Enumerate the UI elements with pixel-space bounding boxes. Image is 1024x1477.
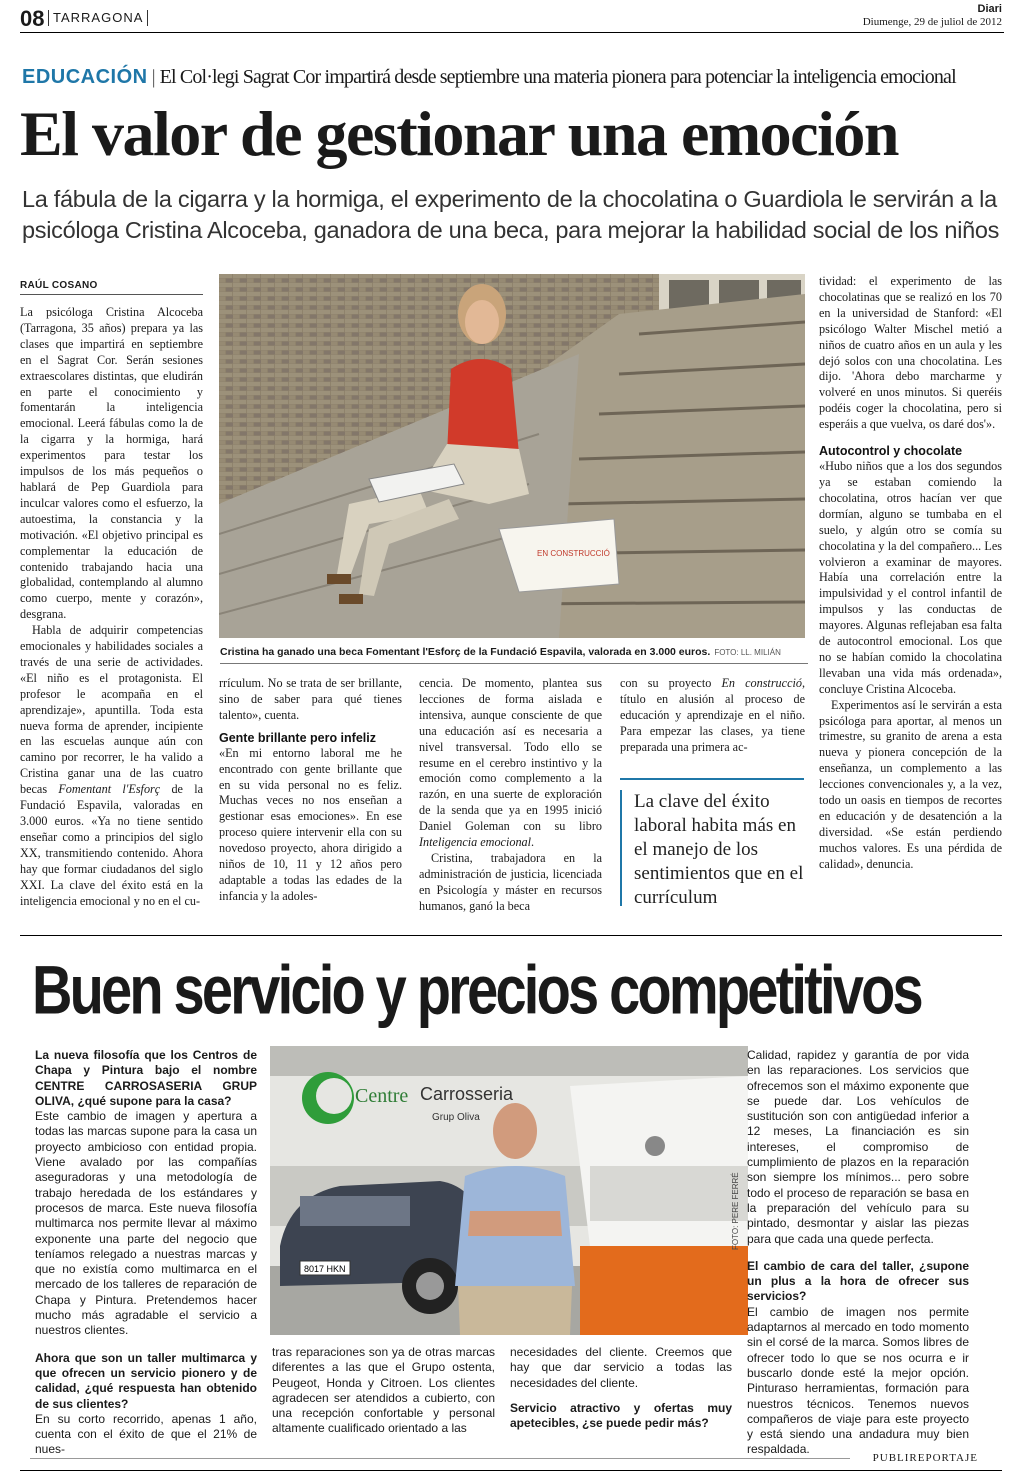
article-column-2 [219,676,402,905]
article-column-5 [819,274,1002,873]
ad-column-1 [35,1048,257,1458]
sign-carrosseria: Carrosseria [420,1084,514,1104]
section-subhead: Autocontrol y chocolate [819,444,963,459]
photo-credit: FOTO: LL. MILIÁN [714,648,781,657]
article-column-1 [20,305,203,908]
ad-question: El cambio de cara del taller, ¿supone un plus a la hora de ofrecer sus servicios? [747,1258,969,1304]
publireportaje-label: PUBLIREPORTAJE [872,1452,978,1464]
ad-column-3 [510,1345,732,1431]
paragraph: cencia. De momento, plantea sus lecciones de forma aislada e intensiva, aunque consciente de que una educación así es necesaria a nivel transversal. Todo ello se resume en el cerebro instintivo y la emoción como complemento a la razón, en una suerte de exploración de la senda que ya en 1995 inició Daniel Goleman con su libro Inteligencia emocional. [419,676,602,850]
newspaper-brand: Diari [977,3,1002,15]
paragraph: rrículum. No se trata de ser brillante, sino de saber para qué tienes talento», cuenta. [219,676,402,722]
ad-answer: El cambio de imagen nos permite adaptarnos al mercado en todo momento sin el corsé de la marca. Somos libres de ofrecer todo lo que se nos ocurra e ir buscarlo donde esté la mejor opción. Pinturaso herramientas, formación para nuestros técnicos. Tenemos nuevos compañeros de viaje para este proyecto y está siendo una andadura muy bien respaldada. [747,1304,969,1457]
kicker: EDUCACIÓN | El Col·legi Sagrat Cor impartirá desde septiembre una materia pionera para potenciar la inteligencia emocional [22,66,956,88]
paragraph: Cristina, trabajadora en la administración de justicia, licenciada en Psicología y máster en recursos humanos, ganó la beca [419,850,602,913]
ad-answer: Calidad, rapidez y garantía de por vida en las reparaciones. Los servicios que ofrecemos son el máximo exponente que se puede dar. Los vehículos de sustitución son con antigüedad inferior a 12 meses, La financiación es sin intereses, el compromiso de cumplimiento de plazos en la reparación son siempre los mínimos... pero sobre todo el proceso de reparación se basa en la preparación del vehículo para su pintado, desmontar y aislar las piezas para que cada una quede perfecta. [747,1048,969,1246]
ad-answer: En su corto recorrido, apenas 1 año, cuenta con el éxito de que el 21% de nues- [35,1411,257,1457]
paragraph: con su proyecto En construcció, título en alusión al proceso de educación y aprendizaje en el niño. Para empezar las clases, ya tiene preparada una primera ac- [620,676,806,754]
issue-date: Diumenge, 29 de juliol de 2012 [862,16,1002,28]
kicker-category: EDUCACIÓN [22,66,148,88]
page-bottom-rule [20,1470,1002,1471]
ad-column-4 [747,1048,969,1458]
headline: El valor de gestionar una emoción [20,98,898,169]
paragraph: «En mi entorno laboral me he encontrado con gente brillante que en su vida personal no es feliz. Muchas veces no nos enseñan a gestionar esas emociones». En ese proceso quiere intervenir ella con su novedoso proyecto, ahora dirigido a niños de 10, 11 y 12 años pero adaptable a todas las edades de la infancia y la adoles- [219,745,402,903]
paragraph: Experimentos así le servirán a esta psicóloga para aportar, al menos un trimestre, su granito de arena a esta nueva y pionera concepción de la enseñanza, un complemento a las lecciones convencionales y, a la vez, todo un oasis en tiempos de recortes en educación y de desatención a la diversidad. «Se están perdiendo muchos valores. Es una pérdida de calidad», denuncia. [819,697,1002,871]
ad-answer: tras reparaciones son ya de otras marcas diferentes a las que el Grupo ostenta, Peugeot, Honda y Citroen. Los clientes agradecen ser atendidos a cubierto, con una recepción confortable y personal altamente cualificado orientado a las [272,1345,495,1436]
kicker-text: El Col·legi Sagrat Cor impartirá desde septiembre una materia pionera para potenciar la inteligencia emocional [159,66,956,88]
caption-rule [220,663,808,664]
page-number: 08 [20,6,45,31]
paragraph: Habla de adquirir competencias emocionales y habilidades sociales a través de una serie de actividades. «El niño es el protagonista. El profesor le acompaña en el aprendizaje», apuntilla. Toda esta nueva forma de aprender, incipiente en las escuelas aunque aún con camino por recorrer, le ha valido a Cristina ganar una de las cuatro becas Fomentant l'Esforç de la Fundació Espavila, valoradas en 3.000 euros. «Ya no tiene sentido enseñar como a principios del siglo XX, transmitiendo contenido. Ahora hay que formar ciudadanos del siglo XXI. La clave del éxito está en la inteligencia emocional y no en el cu- [20,623,203,908]
pull-quote: La clave del éxito laboral habita más en el manejo de los sentimientos que en el currículum [620,778,804,910]
ad-question: Ahora que son un taller multimarca y que ofrecen un servicio pionero y de calidad, ¿qué respuesta han obtenido de sus clientes? [35,1350,257,1411]
paragraph: «Hubo niños que a los dos segundos ya se estaban comiendo la chocolatina, otros hacían ver que dormían, alguno se tumbaba en el suelo, y algún otro se comía su chocolatina y la del compañero... Les volvieron a examinar de mayores. Había una correlación entre la impulsividad y el control infantil de impulsos y las conductas de mayores. Algunas reflejaban esa falta de autocontrol emocional. Los que no se habían comido la chocolatina llevaban una vida más ordenada», concluye Cristina Alcoceba. [819,459,1002,696]
paragraph: La psicóloga Cristina Alcoceba (Tarragona, 35 años) prepara ya las clases que impartirá en septiembre en el Sagrat Cor. Serán sesiones extraescolares distintas, que eludirán en parte el conocimiento y fomentarán la inteligencia emocional. Leerá fábulas como la de la cigarra y la hormiga, hará experimentos para testar los impulsos de los más pequeños o hablará de Pep Guardiola para inculcar valores como el esfuerzo, la autoestima, la constancia y la motivación. «El objetivo principal es complementar la educación de contenido trabajando hacia una globalidad, contemplando al alumno como cuerpo, mente y corazón», desgrana. [20,305,203,622]
subheadline: La fábula de la cigarra y la hormiga, el experimento de la chocolatina o Guardiola le servirán a la psicóloga Cristina Alcoceba, ganadora de una beca, para mejorar la habilidad social de los niños [22,186,1000,243]
ad-answer: Este cambio de imagen y apertura a todas las marcas supone para la casa un proyecto ambicioso con entidad propia. Viene avalado por las compañías aseguradoras y una metodología de trabajo heredada de los estándares y procesos de marca. Este nueva filosofía multimarca nos permite llevar al máximo exponente una parte del negocio que teníamos relegado a nuestras marcas y que no existía como multimarca en el mercado de los talleres de reparación de Chapa y Pintura. Pretendemos hacer mucho más agradable el servicio a nuestros clientes. [35,1109,257,1338]
sign-centre: Centre [355,1085,409,1107]
article-column-3 [419,676,602,915]
byline-rule [20,294,203,295]
ad-column-2 [272,1345,495,1437]
ad-answer: necesidades del cliente. Creemos que hay que dar servicio a todas las necesidades del cliente. [510,1345,732,1390]
advertorial-title: Buen servicio y precios competitivos [32,951,921,1029]
section-subhead: Gente brillante pero infeliz [219,730,376,745]
sign-grup-oliva: Grup Oliva [432,1112,480,1123]
section-label: TARRAGONA [48,10,148,26]
article-photo [219,274,805,638]
ad-question: Servicio atractivo y ofertas muy apetecibles, ¿se puede pedir más? [510,1400,732,1431]
paragraph: tividad: el experimento de las chocolatinas que se realizó en los 70 en la universidad de Stanford: «El psicólogo Walter Mischel metió a niños de cuatro años en un aula y les dejó solos con una chocolatina. Les dijo. 'Ahora debo marcharme y volveré en unos minutos. Si queréis podéis coger la chocolatina, pero si esperáis a que vuelva, os daré dos'». [819,274,1002,432]
project-title: En construcció [721,676,802,690]
ad-photo-credit: FOTO: PERE FERRÉ [731,1172,740,1250]
photo-caption: Cristina ha ganado una beca Fomentant l'Esforç de la Fundació Espavila, valorada en 3.000 euros. FOTO: LL. MILIÁN [220,646,781,658]
article-column-4 [620,676,805,756]
italic-title: Fomentant l'Esforç [58,782,161,797]
pull-quote-bar [620,790,622,906]
byline: RAÚL COSANO [20,280,98,291]
footer-rule [30,1458,850,1459]
certificate-text: EN CONSTRUCCIÓ [537,549,610,558]
ad-photo [270,1046,748,1335]
header-rule [20,32,1004,33]
license-plate: 8017 HKN [304,1264,346,1274]
book-title: Inteligencia emocional [419,835,532,850]
ad-question: La nueva filosofía que los Centros de Chapa y Pintura bajo el nombre CENTRE CARROSASERIA GRUP OLIVA, ¿qué supone para la casa? [35,1048,257,1108]
